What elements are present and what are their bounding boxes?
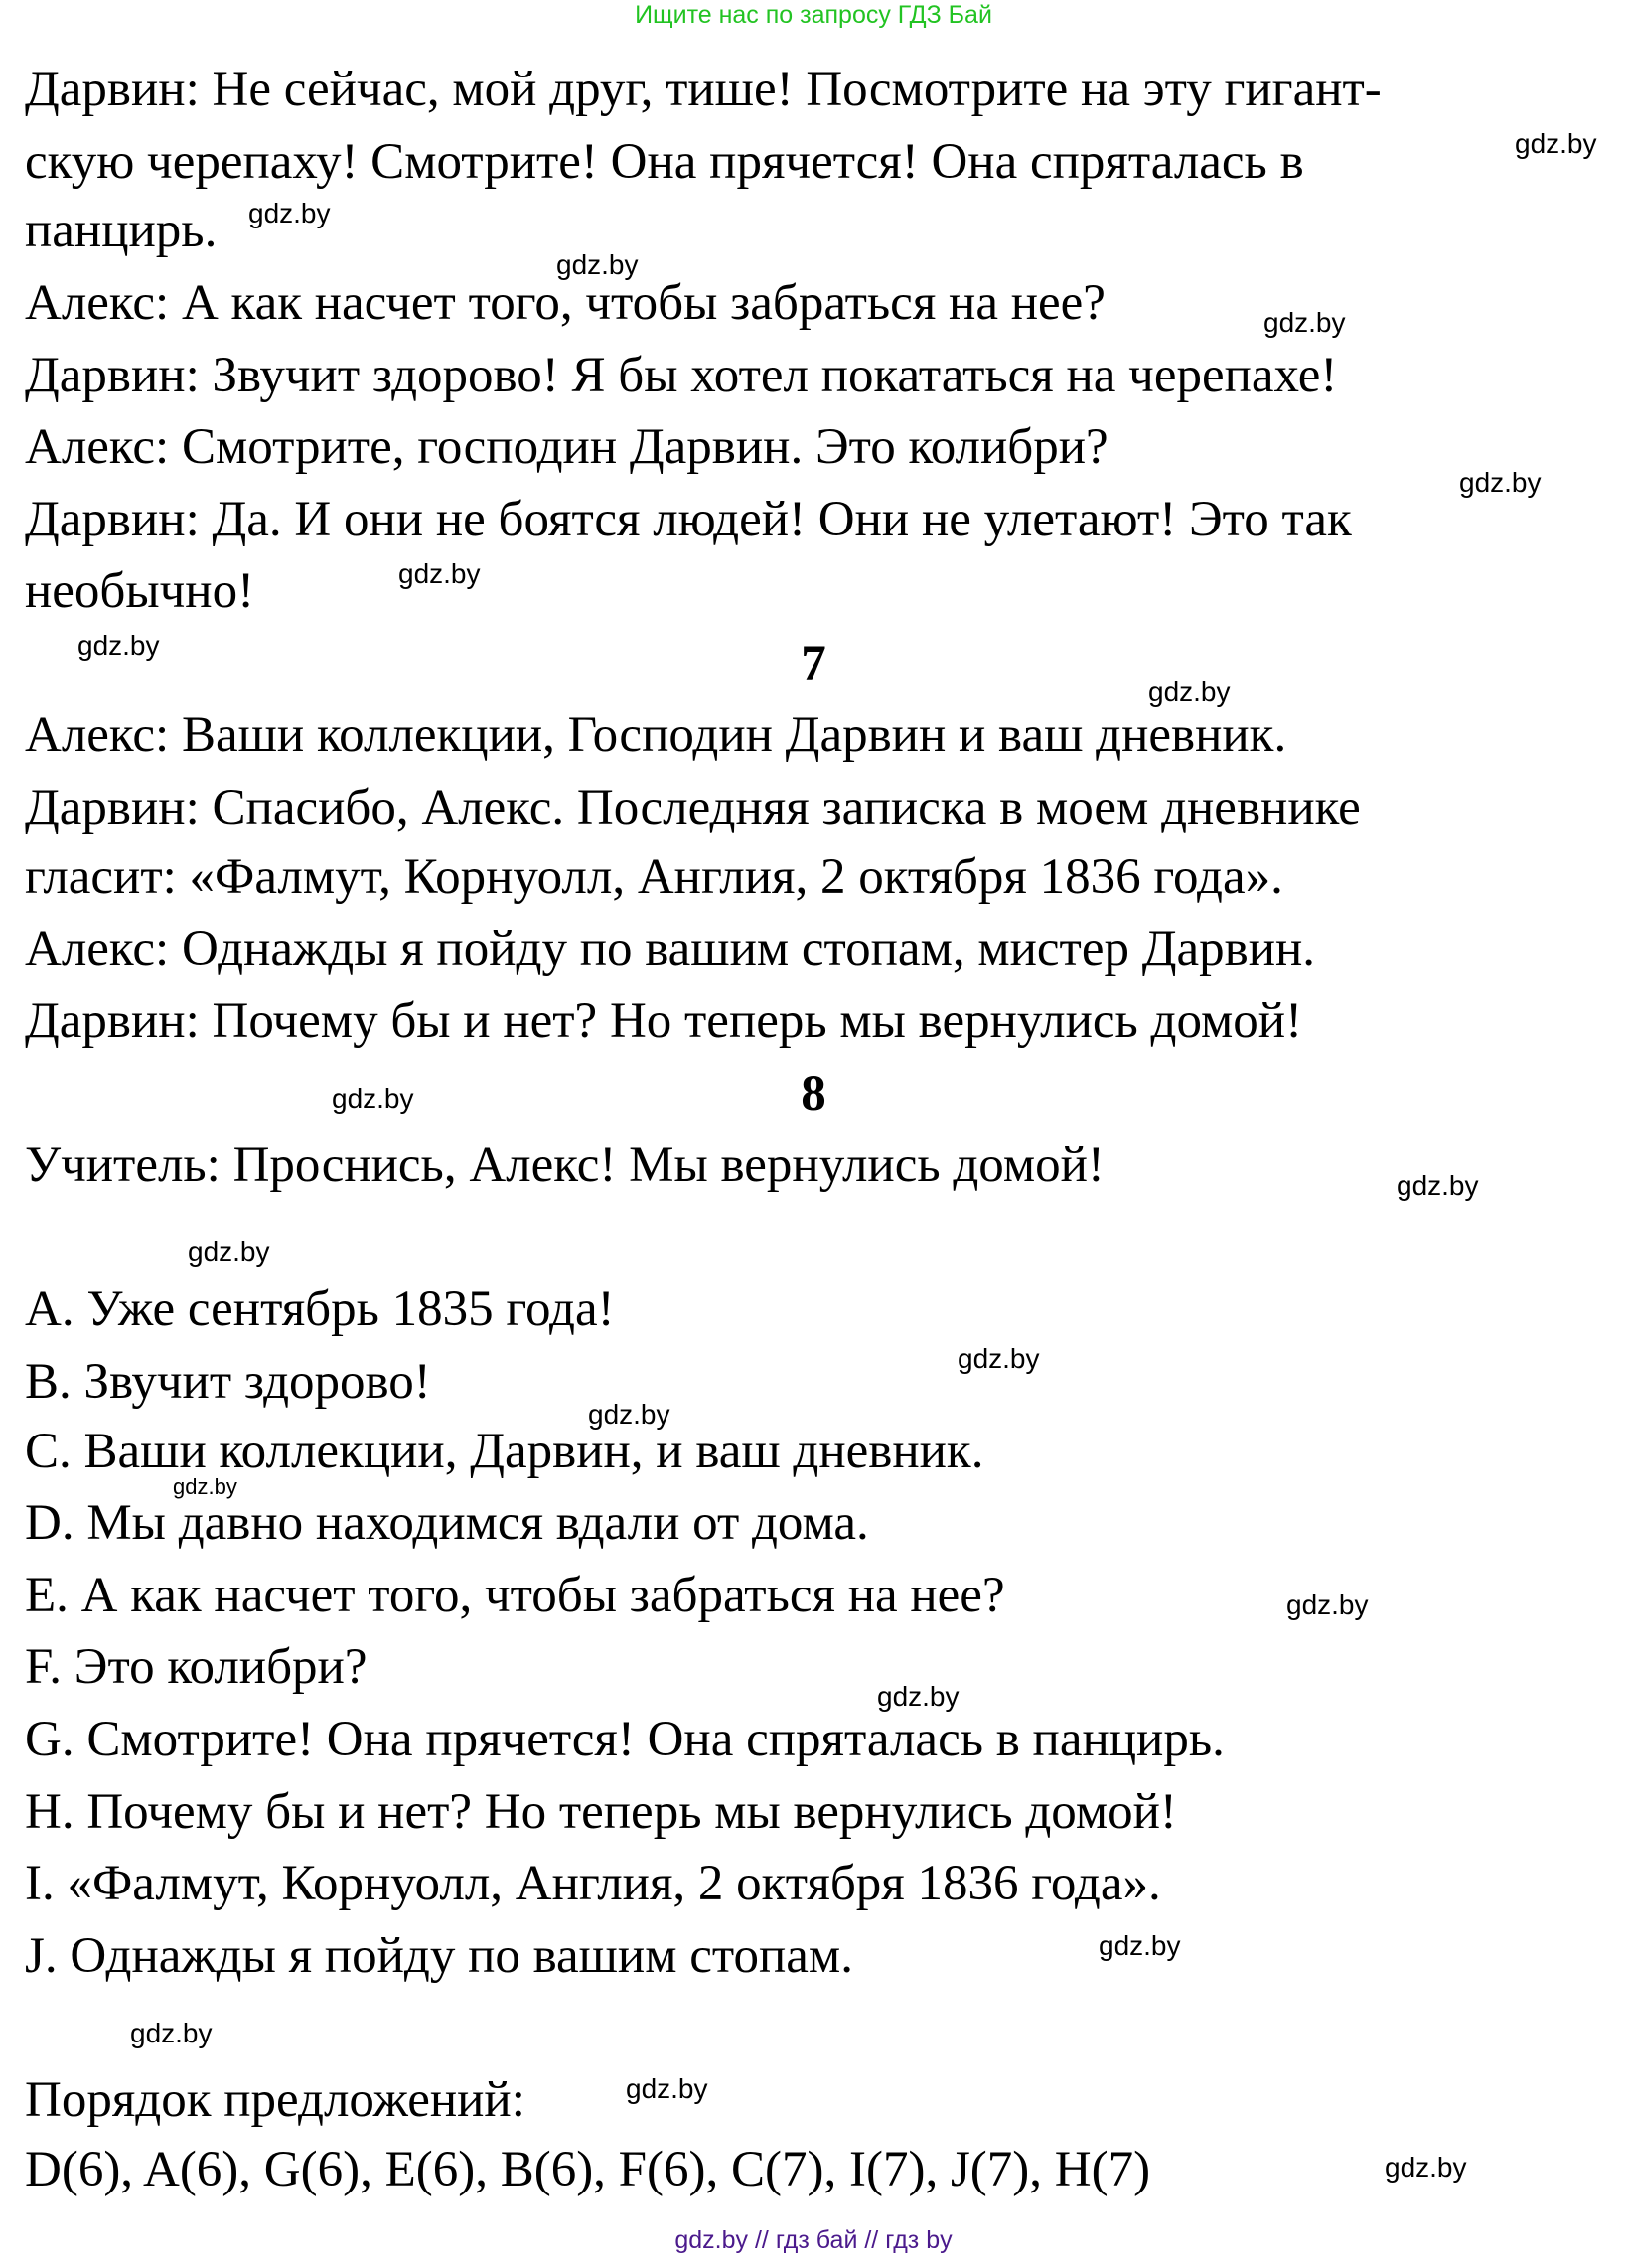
watermark: gdz.by — [188, 1236, 270, 1267]
section-number-7: 7 — [801, 636, 826, 691]
watermark: gdz.by — [332, 1083, 414, 1114]
watermark: gdz.by — [626, 2073, 708, 2104]
watermark: gdz.by — [130, 2018, 213, 2048]
text-line: Алекс: Однажды я пойду по вашим стопам, мистер Дарвин. — [25, 921, 1316, 977]
header-banner[interactable]: Ищите нас по запросу ГДЗ Бай — [635, 1, 992, 29]
option-i: I. «Фалмут, Корнуолл, Англия, 2 октября 1836 года». — [25, 1856, 1161, 1911]
watermark: gdz.by — [588, 1399, 670, 1430]
watermark: gdz.by — [1148, 677, 1231, 707]
option-j: J. Однажды я пойду по вашим стопам. — [25, 1928, 853, 1984]
watermark: gdz.by — [556, 249, 639, 280]
text-line: необычно! — [25, 563, 255, 619]
watermark: gdz.by — [1263, 307, 1346, 338]
option-f: F. Это колибри? — [25, 1639, 368, 1695]
text-line: Учитель: Проснись, Алекс! Мы вернулись домой! — [25, 1137, 1105, 1193]
watermark: gdz.by — [1397, 1170, 1479, 1201]
text-line: гласит: «Фалмут, Корнуолл, Англия, 2 октября 1836 года». — [25, 849, 1283, 905]
text-line: скую черепаху! Смотрите! Она прячется! Она спряталась в — [25, 134, 1304, 190]
option-c: C. Ваши коллекции, Дарвин, и ваш дневник. — [25, 1424, 984, 1479]
watermark: gdz.by — [77, 630, 160, 661]
watermark: gdz.by — [1099, 1930, 1181, 1961]
text-line: Дарвин: Почему бы и нет? Но теперь мы вернулись домой! — [25, 993, 1303, 1049]
section-number-8: 8 — [801, 1066, 826, 1122]
text-line: панцирь. — [25, 203, 218, 258]
watermark: gdz.by — [877, 1681, 960, 1712]
watermark: gdz.by — [1459, 467, 1542, 498]
answer-sequence: D(6), A(6), G(6), E(6), B(6), F(6), C(7), I(7), J(7), H(7) — [25, 2142, 1151, 2197]
watermark: gdz.by — [958, 1343, 1040, 1374]
option-d: D. Мы давно находимся вдали от дома. — [25, 1495, 869, 1551]
text-line: Дарвин: Звучит здорово! Я бы хотел покататься на черепахе! — [25, 348, 1338, 403]
footer-links[interactable]: gdz.by // гдз бай // гдз by — [674, 2226, 953, 2254]
option-g: G. Смотрите! Она прячется! Она спряталась в панцирь. — [25, 1712, 1225, 1767]
option-b: B. Звучит здорово! — [25, 1354, 431, 1410]
watermark: gdz.by — [1385, 2152, 1467, 2183]
text-line: Алекс: А как насчет того, чтобы забраться на нее? — [25, 275, 1106, 331]
watermark: gdz.by — [248, 198, 331, 228]
text-line: Алекс: Ваши коллекции, Господин Дарвин и ваш дневник. — [25, 707, 1287, 763]
option-a: A. Уже сентябрь 1835 года! — [25, 1282, 615, 1337]
text-line: Дарвин: Спасибо, Алекс. Последняя записка в моем дневнике — [25, 780, 1361, 835]
answer-label: Порядок предложений: — [25, 2072, 525, 2128]
watermark: gdz.by — [1515, 128, 1597, 159]
watermark: gdz.by — [1286, 1589, 1369, 1620]
option-h: H. Почему бы и нет? Но теперь мы вернулись домой! — [25, 1784, 1177, 1840]
option-e: E. А как насчет того, чтобы забраться на нее? — [25, 1568, 1005, 1623]
watermark: gdz.by — [173, 1474, 237, 1499]
text-line: Алекс: Смотрите, господин Дарвин. Это колибри? — [25, 419, 1109, 475]
text-line: Дарвин: Да. И они не боятся людей! Они не улетают! Это так — [25, 492, 1352, 547]
text-line: Дарвин: Не сейчас, мой друг, тише! Посмотрите на эту гигант- — [25, 62, 1382, 117]
watermark: gdz.by — [398, 558, 481, 589]
